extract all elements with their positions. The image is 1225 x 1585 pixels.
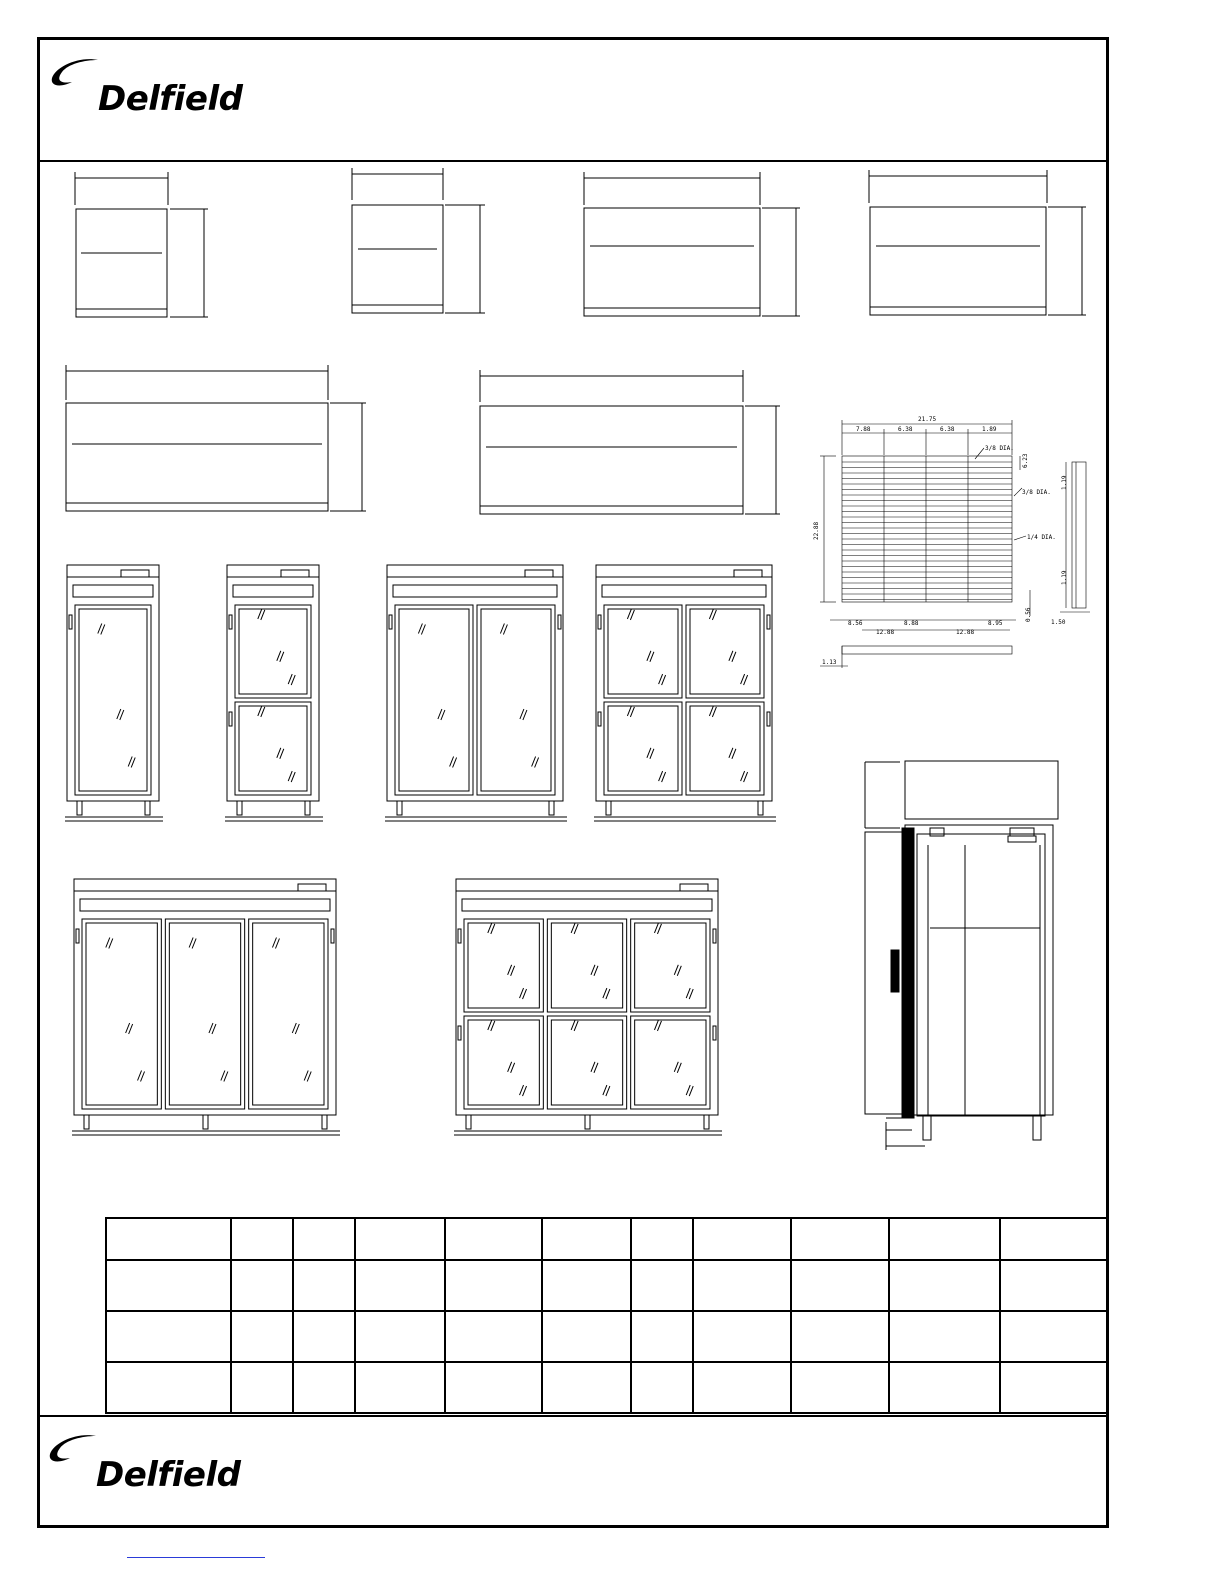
glass-glare (295, 1024, 299, 1034)
glass-glare (574, 924, 578, 934)
top-view-5 (66, 365, 366, 511)
control-panel (525, 570, 553, 577)
table-cell (355, 1362, 445, 1413)
table-cell (106, 1218, 231, 1260)
footer-link-underline (127, 1557, 265, 1558)
shelf-overall-width: 21.75 (918, 416, 937, 423)
leg (203, 1115, 208, 1129)
cabinet-4-half-door (594, 565, 776, 821)
glass-glare (291, 772, 295, 782)
glass-glare (280, 749, 284, 759)
cabinet-2-door (385, 565, 567, 821)
glass-glare (594, 1063, 598, 1073)
glass-glare (630, 610, 634, 620)
leg (322, 1115, 327, 1129)
glass-glare (574, 1021, 578, 1031)
hinge (389, 615, 392, 629)
glass-door[interactable] (604, 702, 682, 795)
hinge (458, 929, 461, 943)
leg (704, 1115, 709, 1129)
table-cell (889, 1311, 1000, 1362)
top-view-2 (352, 168, 485, 313)
glass-glare (277, 651, 281, 661)
table-cell (791, 1311, 889, 1362)
shelf-side-top: 1.19 (1061, 475, 1068, 490)
front-views (65, 565, 776, 1135)
shelf-bottom-seg-3: 8.95 (988, 620, 1003, 627)
leg (466, 1115, 471, 1129)
shelf-detail (813, 416, 1090, 668)
glass-glare (441, 710, 445, 720)
glass-glare (603, 1085, 607, 1095)
glass-glare (571, 1020, 575, 1030)
glass-glare (307, 1072, 311, 1082)
glass-glare (657, 1021, 661, 1031)
glass-glare (744, 772, 748, 782)
glass-glare (438, 709, 442, 719)
glass-glare (261, 707, 265, 717)
shelf-seg-3: 6.38 (940, 426, 955, 433)
leg (397, 801, 402, 815)
glass-glare (674, 965, 678, 975)
glass-glare (594, 966, 598, 976)
top-view-4 (869, 170, 1086, 315)
glass-door[interactable] (235, 605, 311, 698)
table-cell (293, 1260, 355, 1311)
glass-glare (523, 710, 527, 720)
glass-glare (192, 939, 196, 949)
table-cell (355, 1218, 445, 1260)
table-cell (355, 1260, 445, 1311)
table-cell (889, 1260, 1000, 1311)
control-panel (680, 884, 708, 891)
glass-glare (741, 771, 745, 781)
hinge (598, 615, 601, 629)
glass-glare (654, 923, 658, 933)
table-cell (231, 1260, 293, 1311)
table-cell (231, 1362, 293, 1413)
table-cell (889, 1218, 1000, 1260)
cabinet-3-door (72, 879, 340, 1135)
glass-glare (212, 1024, 216, 1034)
control-panel (298, 884, 326, 891)
glass-glare (647, 748, 651, 758)
glass-glare (131, 758, 135, 768)
glass-door[interactable] (686, 702, 764, 795)
glass-glare (129, 1024, 133, 1034)
glass-glare (674, 1062, 678, 1072)
glass-glare (421, 625, 425, 635)
glass-glare (453, 758, 457, 768)
leg (77, 801, 82, 815)
glass-door[interactable] (477, 605, 555, 795)
table-cell (1000, 1311, 1107, 1362)
table-cell (445, 1218, 542, 1260)
shelf-side-bottom: 1.19 (1061, 570, 1068, 585)
leg (606, 801, 611, 815)
glass-glare (606, 1086, 610, 1096)
table-cell (106, 1362, 231, 1413)
glass-door[interactable] (631, 1016, 710, 1109)
glass-glare (523, 989, 527, 999)
table-cell (693, 1260, 791, 1311)
table-cell (293, 1218, 355, 1260)
shelf-bottom-seg-2: 8.88 (904, 620, 919, 627)
table-cell (445, 1311, 542, 1362)
hinge (558, 615, 561, 629)
glass-glare (491, 924, 495, 934)
glass-glare (627, 609, 631, 619)
glass-glare (503, 625, 507, 635)
cabinet-2-half-door (225, 565, 323, 821)
glass-glare (630, 707, 634, 717)
table-cell (542, 1311, 631, 1362)
glass-glare (650, 652, 654, 662)
table-cell (542, 1260, 631, 1311)
spec-table (105, 1217, 1108, 1414)
glass-glare (224, 1072, 228, 1082)
leg (84, 1115, 89, 1129)
glass-door[interactable] (235, 702, 311, 795)
glass-glare (275, 939, 279, 949)
shelf-bottom-gap: 0.56 (1025, 607, 1032, 622)
glass-glare (741, 674, 745, 684)
hinge (69, 615, 72, 629)
table-cell (293, 1362, 355, 1413)
table-row (106, 1362, 1107, 1413)
hinge (767, 615, 770, 629)
glass-glare (117, 709, 121, 719)
glass-door[interactable] (75, 605, 151, 795)
glass-glare (662, 772, 666, 782)
glass-door[interactable] (249, 919, 328, 1109)
table-cell (631, 1311, 693, 1362)
table-cell (231, 1311, 293, 1362)
glass-glare (209, 1023, 213, 1033)
glass-glare (109, 939, 113, 949)
glass-glare (657, 924, 661, 934)
control-panel (121, 570, 149, 577)
shelf-side-depth: 1.50 (1051, 619, 1066, 626)
glass-glare (120, 710, 124, 720)
glass-glare (689, 989, 693, 999)
glass-glare (291, 675, 295, 685)
glass-glare (709, 609, 713, 619)
top-view-3 (584, 172, 800, 316)
hinge (713, 929, 716, 943)
glass-glare (138, 1071, 142, 1081)
glass-glare (277, 748, 281, 758)
glass-door[interactable] (686, 605, 764, 698)
shelf-rod-label-3: 1/4 DIA. (1027, 534, 1056, 541)
glass-glare (288, 674, 292, 684)
glass-glare (686, 988, 690, 998)
glass-glare (677, 1063, 681, 1073)
glass-glare (709, 706, 713, 716)
leg (145, 801, 150, 815)
glass-glare (500, 624, 504, 634)
glass-glare (520, 988, 524, 998)
glass-glare (141, 1072, 145, 1082)
table-cell (1000, 1260, 1107, 1311)
hinge (458, 1026, 461, 1040)
table-cell (791, 1362, 889, 1413)
shelf-top-gap: 6.23 (1022, 453, 1029, 468)
glass-glare (712, 610, 716, 620)
glass-glare (450, 757, 454, 767)
glass-glare (650, 749, 654, 759)
table-cell (791, 1260, 889, 1311)
glass-glare (491, 1021, 495, 1031)
top-view-1 (75, 172, 208, 317)
table-cell (693, 1218, 791, 1260)
glass-glare (511, 966, 515, 976)
shelf-bottom-span-1: 12.88 (876, 629, 895, 636)
shelf-seg-2: 6.38 (898, 426, 913, 433)
table-cell (355, 1311, 445, 1362)
glass-door[interactable] (464, 919, 543, 1012)
table-cell (106, 1311, 231, 1362)
leg (305, 801, 310, 815)
glass-glare (662, 675, 666, 685)
leg (758, 801, 763, 815)
shelf-depth: 22.88 (813, 521, 820, 540)
table-cell (293, 1311, 355, 1362)
glass-glare (520, 709, 524, 719)
glass-glare (659, 674, 663, 684)
shelf-rod-label-2: 3/8 DIA. (1022, 489, 1051, 496)
table-cell (693, 1362, 791, 1413)
glass-glare (729, 748, 733, 758)
shelf-bottom-span-2: 12.88 (956, 629, 975, 636)
glass-door[interactable] (464, 1016, 543, 1109)
glass-glare (221, 1071, 225, 1081)
table-row (106, 1260, 1107, 1311)
table-cell (631, 1362, 693, 1413)
table-cell (791, 1218, 889, 1260)
glass-glare (591, 1062, 595, 1072)
hinge (76, 929, 79, 943)
brand-name: Delfield (96, 1455, 241, 1495)
glass-glare (591, 965, 595, 975)
table-cell (231, 1218, 293, 1260)
table-cell (542, 1362, 631, 1413)
glass-glare (189, 938, 193, 948)
side-view (865, 761, 1058, 1150)
glass-glare (418, 624, 422, 634)
glass-glare (744, 675, 748, 685)
glass-glare (677, 966, 681, 976)
table-cell (693, 1311, 791, 1362)
glass-glare (508, 1062, 512, 1072)
glass-glare (627, 706, 631, 716)
glass-door[interactable] (631, 919, 710, 1012)
glass-glare (508, 965, 512, 975)
glass-glare (523, 1086, 527, 1096)
control-panel (281, 570, 309, 577)
glass-glare (520, 1085, 524, 1095)
shelf-seg-4: 1.89 (982, 426, 997, 433)
table-row (106, 1218, 1107, 1260)
leg (549, 801, 554, 815)
glass-glare (258, 609, 262, 619)
hinge (767, 712, 770, 726)
glass-glare (606, 989, 610, 999)
brand-name: Delfield (98, 79, 243, 119)
glass-glare (532, 757, 536, 767)
cabinet-6-half-door (454, 879, 722, 1135)
glass-glare (106, 938, 110, 948)
glass-glare (712, 707, 716, 717)
glass-door[interactable] (547, 919, 626, 1012)
hinge (229, 615, 232, 629)
hinge (331, 929, 334, 943)
glass-glare (659, 771, 663, 781)
table-cell (631, 1218, 693, 1260)
shelf-rods (842, 462, 1012, 600)
shelf-bottom-left: 1.13 (822, 659, 837, 666)
glass-glare (535, 758, 539, 768)
glass-glare (258, 706, 262, 716)
glass-door[interactable] (395, 605, 473, 795)
table-row (106, 1311, 1107, 1362)
table-cell (1000, 1362, 1107, 1413)
top-view-6 (480, 370, 780, 514)
glass-glare (732, 749, 736, 759)
glass-glare (261, 610, 265, 620)
table-cell (106, 1260, 231, 1311)
glass-glare (98, 624, 102, 634)
table-cell (445, 1260, 542, 1311)
glass-door[interactable] (82, 919, 161, 1109)
glass-glare (272, 938, 276, 948)
glass-door[interactable] (547, 1016, 626, 1109)
glass-glare (647, 651, 651, 661)
glass-glare (729, 651, 733, 661)
glass-glare (686, 1085, 690, 1095)
shelf-seg-1: 7.88 (856, 426, 871, 433)
glass-glare (511, 1063, 515, 1073)
shelf-bottom-seg-1: 8.56 (848, 620, 863, 627)
table-cell (445, 1362, 542, 1413)
cabinet-1-door (65, 565, 163, 821)
glass-glare (280, 652, 284, 662)
leg (237, 801, 242, 815)
glass-glare (101, 625, 105, 635)
glass-door[interactable] (165, 919, 244, 1109)
hinge (598, 712, 601, 726)
glass-glare (292, 1023, 296, 1033)
glass-glare (732, 652, 736, 662)
glass-glare (654, 1020, 658, 1030)
table-cell (889, 1362, 1000, 1413)
glass-glare (603, 988, 607, 998)
hinge (229, 712, 232, 726)
glass-glare (126, 1023, 130, 1033)
glass-glare (571, 923, 575, 933)
glass-glare (689, 1086, 693, 1096)
shelf-rod-label-1: 3/8 DIA. (985, 445, 1014, 452)
table-cell (631, 1260, 693, 1311)
glass-glare (304, 1071, 308, 1081)
glass-door[interactable] (604, 605, 682, 698)
glass-glare (288, 771, 292, 781)
table-cell (1000, 1218, 1107, 1260)
glass-glare (488, 923, 492, 933)
control-panel (734, 570, 762, 577)
hinge (713, 1026, 716, 1040)
table-cell (542, 1218, 631, 1260)
glass-glare (128, 757, 132, 767)
glass-glare (488, 1020, 492, 1030)
leg (585, 1115, 590, 1129)
